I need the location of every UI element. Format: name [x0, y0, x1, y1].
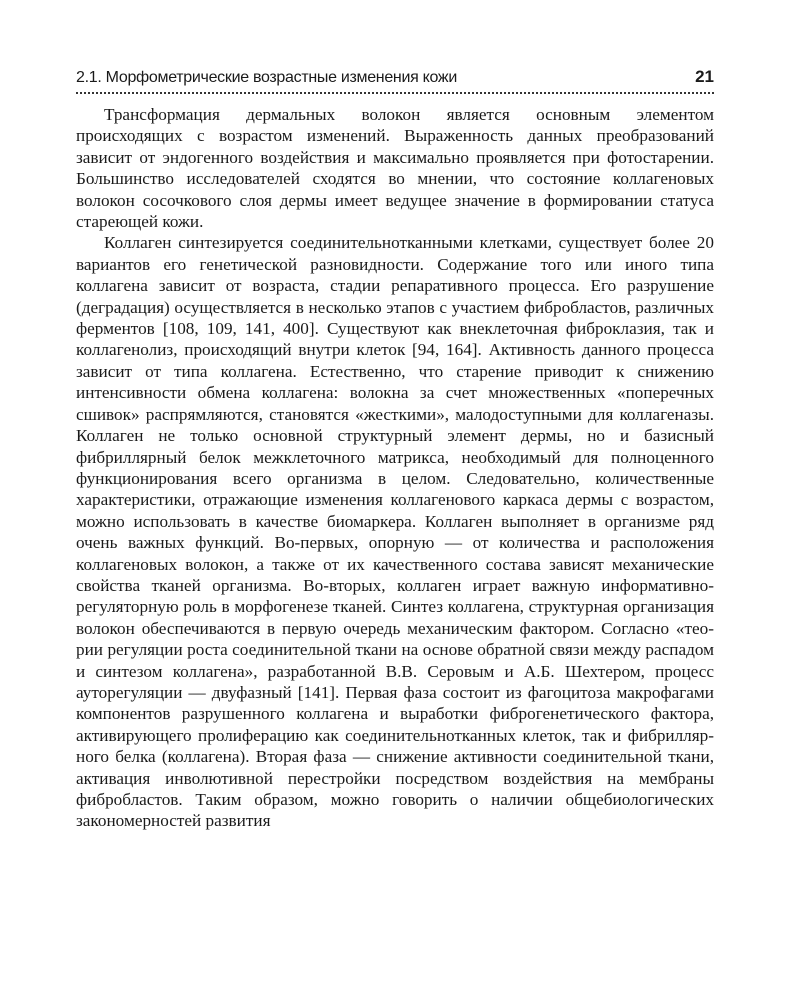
body-text	[76, 104, 714, 832]
book-page	[76, 66, 714, 832]
running-header	[76, 66, 714, 94]
section-title: 2.1. Морфометрические возрастные изменения кожи	[76, 69, 457, 86]
paragraph: Коллаген синтезируется соединительнотканными клетками, существует более 20 вариантов его генетической разновидности. Содержание того или иного типа коллагена зависит от возраста, стадии репаративного процесса. Его разрушение (деградация) осуществляется в несколько этапов с участием фибробластов, различных ферментов [108, 109, 141, 400]. Существуют как внеклеточная фиброклазия, так и коллагенолиз, происходящий внутри клеток [94, 164]. Активность данного процесса зависит от типа коллагена. Естественно, что старение приводит к снижению интенсивности обмена коллагена: волокна за счет множественных «поперечных сшивок» распрямляются, становятся «жесткими», малодоступными для коллагеназы. Коллаген не только основной структурный элемент дермы, но и базисный фибриллярный белок межклеточного матрикса, необходимый для полноценного функционирования всего организма в целом. Следовательно, количественные характеристики, отражающие изменения коллагенового каркаса дермы с возрастом, можно использовать в качестве биомаркера. Коллаген выполняет в организме ряд очень важных функций. Во-первых, опорную — от количества и расположения коллагеновых волокон, а также от их качественного состава зависят механические свойства тканей организма. Во-вторых, коллаген играет важную информативно-регуляторную роль в морфогенезе тканей. Синтез коллагена, структурная организация волокон обеспечиваются в первую очередь механическим фактором. Согласно «теории регуляции роста соединительной ткани на основе обратной связи между распадом и синтезом коллагена», разработанной В.В. Серовым и А.Б. Шехтером, процесс ауторегуляции — двуфазный [141]. Первая фаза состоит из фагоцитоза макрофагами компонентов разрушенного коллагена и выработки фиброгенетического фактора, активирующего пролиферацию как соединительнотканных клеток, так и фибриллярного белка (коллагена). Вторая фаза — снижение активности соединительной ткани, активация инволютивной перестройки посредством воздействия на мембраны фибробластов. Таким образом, можно говорить о наличии общебиологических закономерностей развития	[76, 233, 714, 831]
paragraph: Трансформация дермальных волокон является основным элементом происходящих с возрастом изменений. Выраженность данных преобразований зависит от эндогенного воздействия и максимально проявляется при фотостарении. Большинство исследователей сходятся во мнении, что состояние коллагеновых волокон сосочкового слоя дермы имеет ведущее значение в формировании статуса стареющей кожи.	[76, 105, 714, 232]
page-number: 21	[695, 67, 714, 86]
